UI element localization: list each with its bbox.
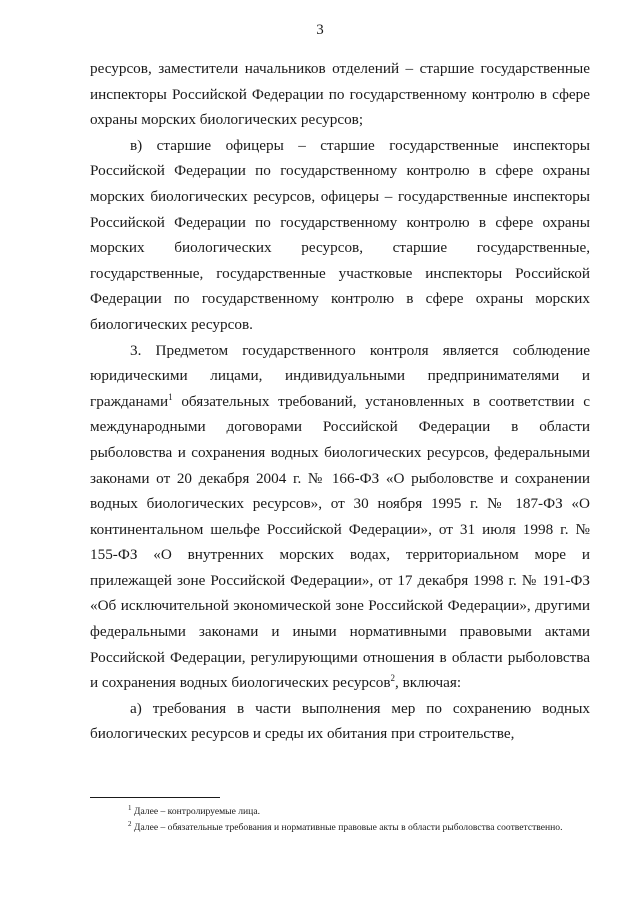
footnote-ref-2: 2 xyxy=(390,673,396,684)
footnotes xyxy=(90,802,590,834)
paragraph-section-3-text-c: , включая: xyxy=(395,674,462,692)
footnote-2 xyxy=(90,818,590,834)
paragraph-section-3-text-a: 3. Предметом государственного контроля является соблюдение юридическими лицами, индивидуальными предпринимателями и гражданами xyxy=(90,341,590,410)
footnote-2-mark: 2 xyxy=(128,820,132,829)
page-number: 3 xyxy=(316,22,324,38)
paragraph-section-3-text-b: обязательных требований, установленных в соответствии с международными договорами Российской Федерации в области рыболовства и сохранения водных биологических ресурсов, федеральными законами от 20 декабря 2004 г. № 166-ФЗ «О рыболовстве и сохранении водных биологических ресурсов», от 30 ноября 1995 г. № 187-ФЗ «О континентальном шельфе Российской Федерации», от 31 июля 1998 г. № 155-ФЗ «О внутренних морских водах, территориальном море и прилежащей зоне Российской Федерации», от 17 декабря 1998 г. № 191-ФЗ «Об исключительной экономической зоне Российской Федерации», другими федеральными законами и иными нормативными правовыми актами Российской Федерации, регулирующими отношения в области рыболовства и сохранения водных биологических ресурсов xyxy=(90,392,590,692)
footnote-1-mark: 1 xyxy=(128,804,132,812)
footnote-divider xyxy=(90,797,220,798)
footnote-2-text: Далее – обязательные требования и нормативные правовые акты в области рыболовства соответственно. xyxy=(131,822,563,834)
document-body xyxy=(90,56,590,747)
footnote-1-text: Далее – контролируемые лица. xyxy=(131,806,260,818)
paragraph-section-3 xyxy=(90,338,590,696)
footnote-ref-1: 1 xyxy=(168,391,173,402)
footnote-1 xyxy=(90,802,590,818)
paragraph-item-a: а) требования в части выполнения мер по сохранению водных биологических ресурсов и среды их обитания при строительстве, xyxy=(90,699,590,743)
paragraph-item-v: в) старшие офицеры – старшие государственные инспекторы Российской Федерации по государственному контролю в сфере охраны морских биологических ресурсов, офицеры – государственные инспекторы Российской Федерации по государственному контролю в сфере охраны морских биологических ресурсов, старшие государственные, государственные, государственные участковые инспекторы Российской Федерации по государственному контролю в сфере охраны морских биологических ресурсов. xyxy=(90,136,590,333)
paragraph-continuation: ресурсов, заместители начальников отделений – старшие государственные инспекторы Российской Федерации по государственному контролю в сфере охраны морских биологических ресурсов; xyxy=(90,60,590,129)
